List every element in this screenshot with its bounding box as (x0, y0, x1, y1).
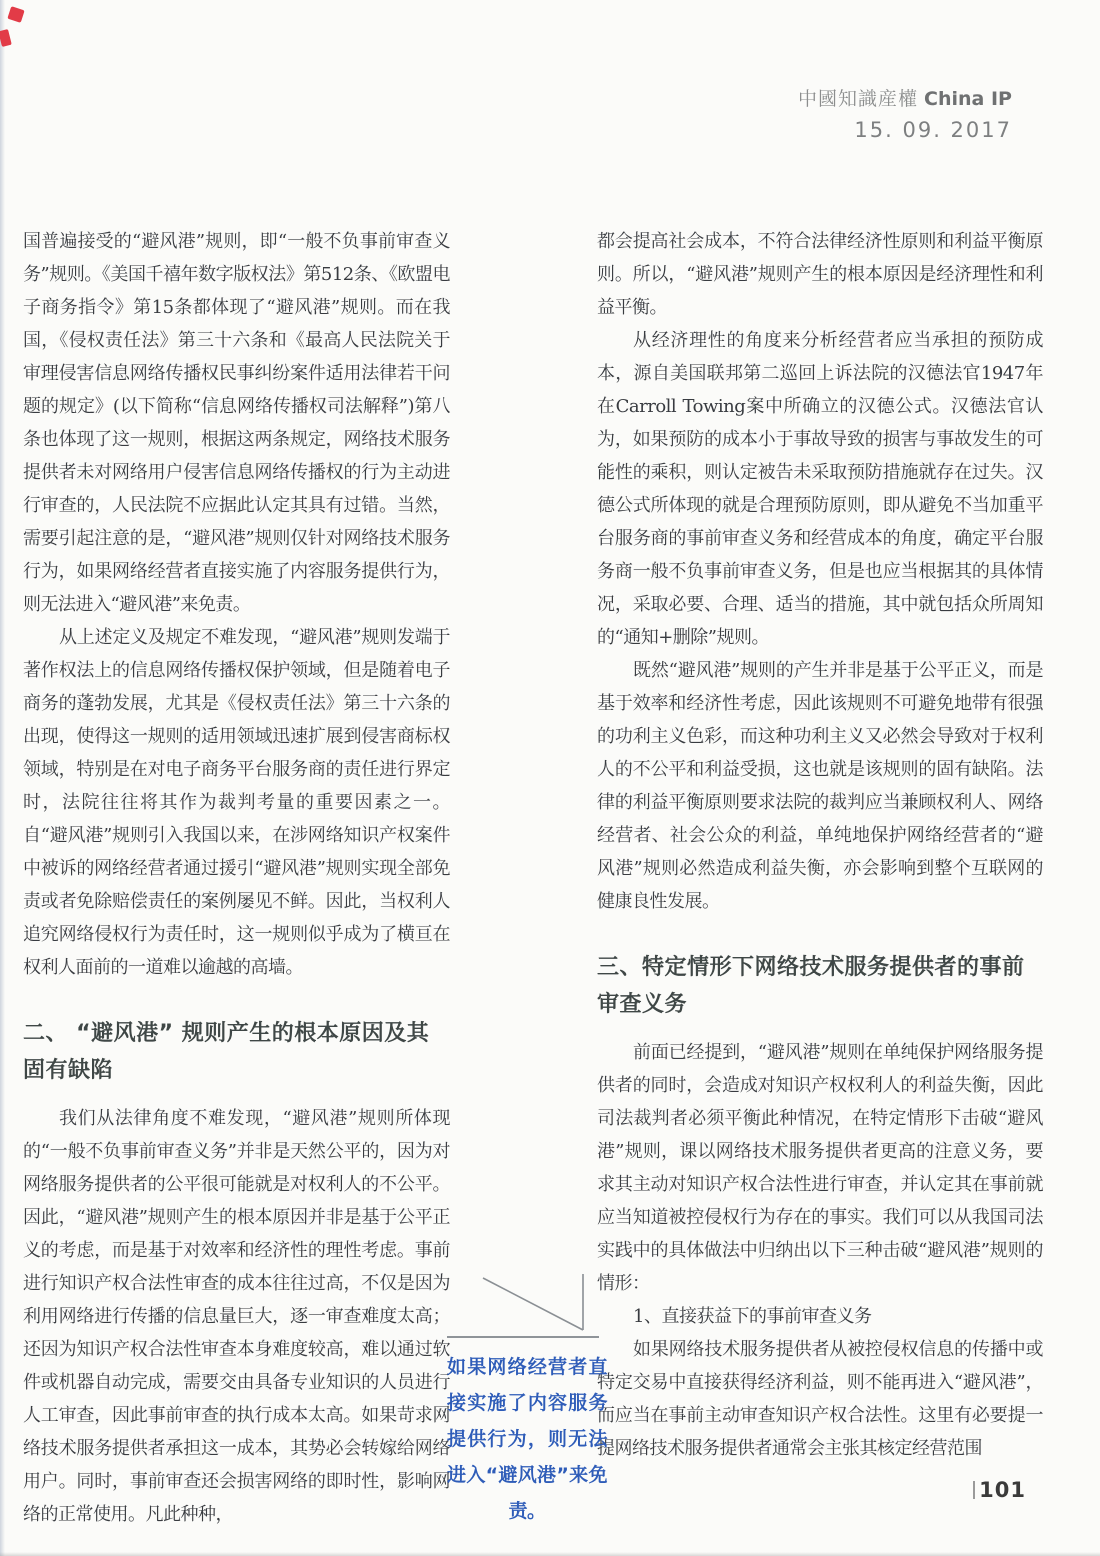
page-number-value: 101 (979, 1478, 1026, 1502)
red-scan-mark-icon (7, 6, 24, 23)
paragraph-continuation: 都会提高社会成本，不符合法律经济性原则和利益平衡原则。所以，“避风港”规则产生的根本原因是经济理性和利益平衡。 (597, 231, 1043, 318)
list-item-1: 1、直接获益下的事前审查义务 (633, 1306, 872, 1327)
paragraph: 从上述定义及规定不难发现，“避风港”规则发端于著作权法上的信息网络传播权保护领域，但是随着电子商务的蓬勃发展，尤其是《侵权责任法》第三十六条的出现，使得这一规则的适用领域迅速扩展到侵害商标权领域，特别是在对电子商务平台服务商的责任进行界定时，法院往往将其作为裁判考量的重要因素之一。自“避风港”规则引入我国以来，在涉网络知识产权案件中被诉的网络经营者通过援引“避风港”规则实现全部免责或者免除赔偿责任的案例屡见不鲜。因此，当权利人追究网络侵权行为责任时，这一规则似乎成为了横亘在权利人面前的一道难以逾越的高墙。 (23, 627, 450, 978)
pull-quote (447, 1274, 607, 1529)
magazine-title-cn: 中國知識産權 (798, 88, 919, 110)
page-number-divider (973, 1481, 975, 1499)
page-header (798, 84, 1012, 142)
magazine-title-en: China IP (924, 88, 1012, 110)
paragraph-continuation: 国普遍接受的“避风港”规则，即“一般不负事前审查义务”规则。《美国千禧年数字版权法》第512条、《欧盟电子商务指令》第15条都体现了“避风港”规则。而在我国，《侵权责任法》第三十六条和《最高人民法院关于审理侵害信息网络传播权民事纠纷案件适用法律若干问题的规定》(以下简称“信息网络传播权司法解释”)第八条也体现了这一规则，根据这两条规定，网络技术服务提供者未对网络用户侵害信息网络传播权的行为主动进行审查的，人民法院不应据此认定其具有过错。当然，需要引起注意的是，“避风港”规则仅针对网络技术服务行为，如果网络经营者直接实施了内容服务提供行为，则无法进入“避风港”来免责。 (23, 231, 450, 615)
section-heading-3: 三、特定情形下网络技术服务提供者的事前审查义务 (597, 955, 1025, 1017)
left-column (23, 225, 450, 1531)
paragraph: 我们从法律角度不难发现，“避风港”规则所体现的“一般不负事前审查义务”并非是天然公平的，因为对网络服务提供者的公平很可能就是对权利人的不公平。因此，“避风港”规则产生的根本原因并非是基于公平正义的考虑，而是基于对效率和经济性的理性考虑。事前进行知识产权合法性审查的成本往往过高，不仅是因为利用网络进行传播的信息量巨大，逐一审查难度太高；还因为知识产权合法性审查本身难度较高，难以通过软件或机器自动完成，需要交由具备专业知识的人员进行人工审查，因此事前审查的执行成本太高。如果苛求网络技术服务提供者承担这一成本，其势必会转嫁给网络用户。同时，事前审查还会损害网络的即时性，影响网络的正常使用。凡此种种， (23, 1108, 450, 1525)
paragraph: 从经济理性的角度来分析经营者应当承担的预防成本，源自美国联邦第二巡回上诉法院的汉德法官1947年在Carroll Towing案中所确立的汉德公式。汉德法官认为，如果预防的成本小于事故导致的损害与事故发生的可能性的乘积，则认定被告未采取预防措施就存在过失。汉德公式所体现的就是合理预防原则，即从避免不当加重平台服务商的事前审查义务和经营成本的角度，确定平台服务商一般不负事前审查义务，但是也应当根据其的具体情况，采取必要、合理、适当的措施，其中就包括众所周知的“通知+删除”规则。 (597, 330, 1043, 648)
pull-quote-divider (447, 1336, 599, 1338)
pull-quote-text: 如果网络经营者直接实施了内容服务提供行为，则无法进入“避风港”来免责。 (447, 1356, 607, 1522)
section-heading-2: 二、 “避风港” 规则产生的根本原因及其固有缺陷 (23, 1021, 430, 1083)
paragraph: 前面已经提到，“避风港”规则在单纯保护网络服务提供者的同时，会造成对知识产权权利人的利益失衡，因此司法裁判者必须平衡此种情况，在特定情形下击破“避风港”规则，课以网络技术服务提供者更高的注意义务，要求其主动对知识产权合法性进行审查，并认定其在事前就应当知道被控侵权行为存在的事实。我们可以从我国司法实践中的具体做法中归纳出以下三种击破“避风港”规则的情形： (597, 1042, 1043, 1294)
magazine-title (798, 84, 1012, 111)
page-number (973, 1478, 1026, 1502)
paragraph: 如果网络技术服务提供者从被控侵权信息的传播中或特定交易中直接获得经济利益，则不能再进入“避风港”，而应当在事前主动审查知识产权合法性。这里有必要提一提网络技术服务提供者通常会主张其核定经营范围 (597, 1339, 1043, 1459)
paragraph: 既然“避风港”规则的产生并非是基于公平正义，而是基于效率和经济性考虑，因此该规则不可避免地带有很强的功利主义色彩，而这种功利主义又必然会导致对于权利人的不公平和利益受损，这也就是该规则的固有缺陷。法律的利益平衡原则要求法院的裁判应当兼顾权利人、网络经营者、社会公众的利益，单纯地保护网络经营者的“避风港”规则必然造成利益失衡，亦会影响到整个互联网的健康良性发展。 (597, 660, 1043, 912)
red-scan-mark-icon (0, 29, 12, 47)
corner-arrow-icon (475, 1274, 595, 1334)
right-column (597, 225, 1043, 1465)
issue-date: 15. 09. 2017 (854, 118, 1012, 142)
